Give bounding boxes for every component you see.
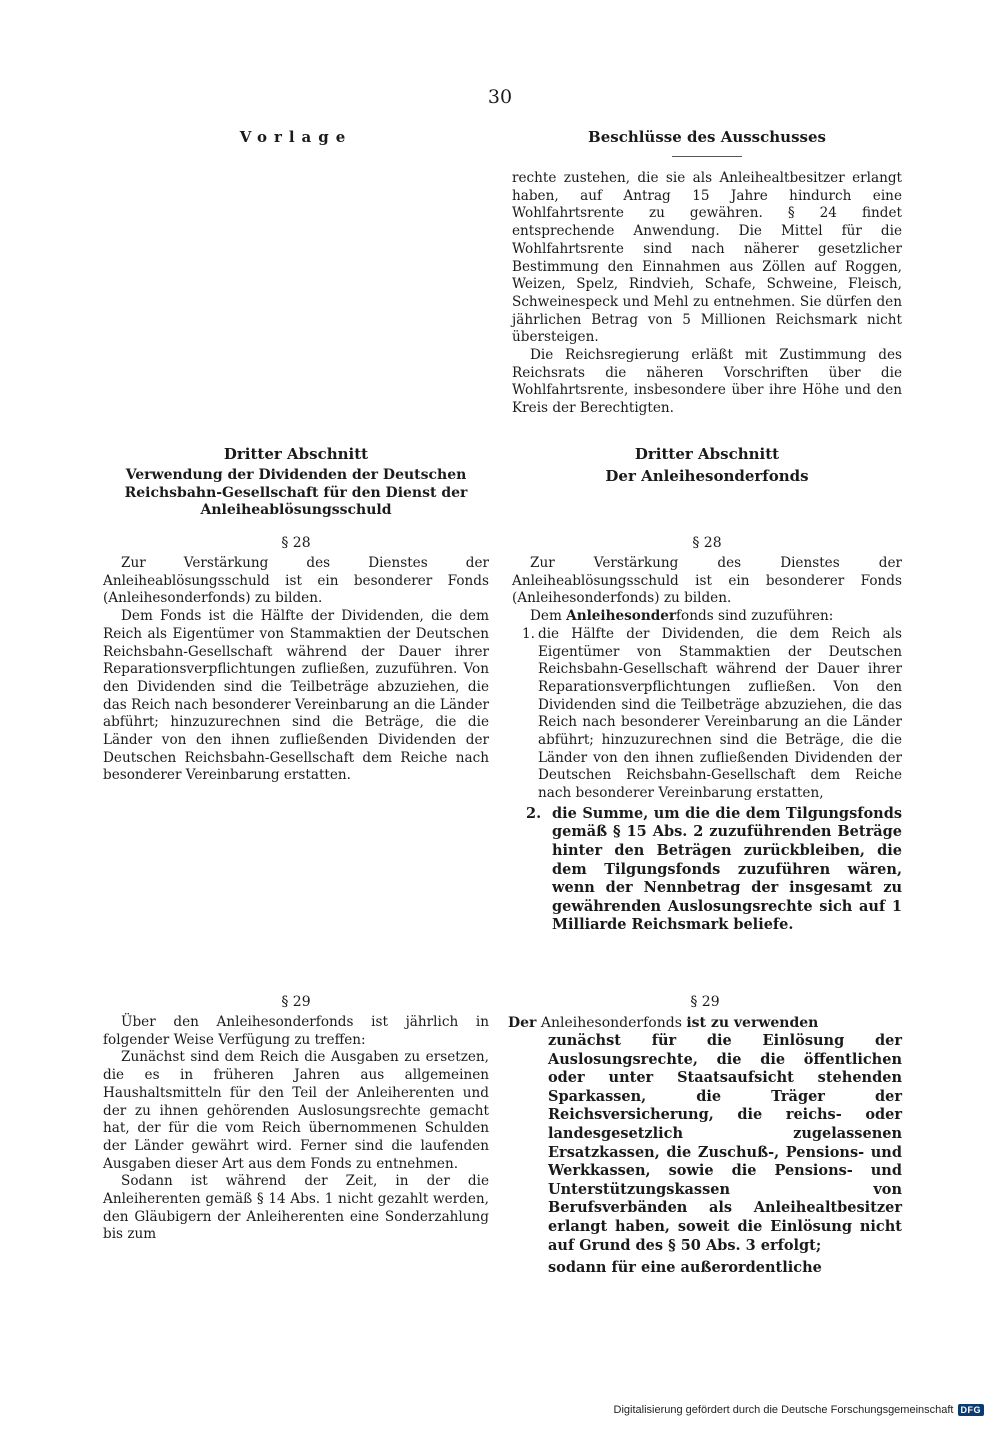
right-column-header: Beschlüsse des Ausschusses [588,128,826,146]
right-continuation-2: Die Reichsregierung erläßt mit Zustimmung des Reichsrats die näheren Vorschriften über die Wohlfahrtsrente, insbesondere über ihre Höhe und den Kreis der Berechtigten. [512,347,902,417]
lead-prefix: Dem [530,608,567,625]
dfg-logo-icon: DFG [958,1404,985,1416]
header-rule [672,156,742,157]
right-section-title: Dritter Abschnitt [634,445,780,463]
list-number: 1. [522,625,535,642]
left-p29-text-2: Zunächst sind dem Reich die Ausgaben zu ersetzen, die es in früheren Jahren aus allgemeinen Haushaltsmitteln für den Teil der Anleiherenten und der zu ihnen gehörenden Auslosungsrechte gemacht hat, der für die vom Reich übernommenen Schulden der Länder gewährt wird. Ferner sind die laufenden Ausgaben dieser Art aus dem Fonds zu entnehmen. [103,1049,489,1172]
list-text: die Summe, um die die dem Tilgungsfonds gemäß § 15 Abs. 2 zuzuführenden Beträge hinter den Beträgen zurückbleiben, die dem Tilgungsfonds zuzuführen wären, wenn der Nennbetrag der insgesamt zu gewährenden Auslosungsrechte sich auf 1 Milliarde Reichsmark beliefe. [552,804,902,934]
left-section-subtitle: Verwendung der Dividenden der Deutschen Reichsbahn-Gesellschaft für den Dienst der Anleiheablösungsschuld [124,467,468,519]
right-p29-clause-2: sodann für eine außerordentliche [548,1259,822,1277]
left-p28-text-1: Zur Verstärkung des Dienstes der Anleiheablösungsschuld ist ein besonderer Fonds (Anleihesonderfonds) zu bilden. [103,555,489,607]
der-word: Der [508,1015,537,1031]
list-text: die Hälfte der Dividenden, die dem Reich als Eigentümer von Stammaktien der Deutschen Reichsbahn-Gesellschaft während der Dauer ihrer Reparationsverpflichtungen zufließen. Von den Dividenden sind die Teilbeträge abzuziehen, die das Reich nach besonderer Vereinbarung an die Länder abführt; hinzuzurechnen sind die Beträge, die die Länder von den ihnen zufließenden Dividenden der Deutschen Reichsbahn-Gesellschaft dem Reiche nach besonderer Vereinbarung erstatten, [538,625,902,802]
right-paragraph-28-number: § 28 [692,535,722,551]
left-p29-text-1: Über den Anleihesonderfonds ist jährlich in folgender Weise Verfügung zu treffen: [103,1014,489,1048]
list-number: 2. [526,804,542,822]
left-column-header: Vorlage [239,128,353,146]
left-paragraph-29-number: § 29 [281,994,311,1010]
right-p28-lead [512,608,902,626]
right-section-subtitle: Der Anleihesonderfonds [605,467,809,485]
lead-bold: Anleihesonder [566,608,677,625]
page-number: 30 [487,86,513,108]
left-p28-text-2: Dem Fonds ist die Hälfte der Dividenden, die dem Reich als Eigentümer von Stammaktien der Deutschen Reichsbahn-Gesellschaft während der Dauer ihrer Reparationsverpflichtungen zufließen, zuzuführen. Von den Dividenden sind die Teilbeträge abzuziehen, die das Reich nach besonderer Vereinbarung an die Länder abführt; hinzuzurechnen sind die Beträge, die die Länder von den ihnen zufließenden Dividenden der Deutschen Reichsbahn-Gesellschaft dem Reiche nach besonderer Vereinbarung erstatten. [103,608,489,784]
der-rest: Anleihesonderfonds [536,1015,687,1031]
der-bold-tail: ist zu verwenden [686,1015,819,1031]
footer [614,1404,984,1416]
left-section-title: Dritter Abschnitt [223,445,369,463]
lead-suffix: fonds sind zuzuführen: [676,608,834,625]
footer-text: Digitalisierung gefördert durch die Deutsche Forschungsgemeinschaft [613,1404,954,1416]
right-p29-clause-1: zunächst für die Einlösung der Auslosungsrechte, die die öffentlichen oder unter Staatsaufsicht stehenden Sparkassen, die Träger der Reichsversicherung, die reichs- oder landesgesetzlich zugelassenen Ersatzkassen, die Zuschuß-, Pensions- und Werkkassen, sowie die Pensions- und Unterstützungskassen von Berufsverbänden als Anleihealtbesitzer erlangt haben, soweit die Einlösung nicht auf Grund des § 50 Abs. 3 erfolgt; [548,1032,902,1254]
left-paragraph-28-number: § 28 [281,535,311,551]
right-p28-intro: Zur Verstärkung des Dienstes der Anleiheablösungsschuld ist ein besonderer Fonds (Anleihesonderfonds) zu bilden. [512,555,902,607]
right-p28-item-1 [512,626,902,803]
right-continuation-1: rechte zustehen, die sie als Anleihealtbesitzer erlangt haben, auf Antrag 15 Jahre hindurch eine Wohlfahrtsrente zu gewähren. § 24 findet entsprechende Anwendung. Die Mittel für die Wohlfahrtsrente sind nach näherer gesetzlicher Bestimmung den Einnahmen aus Zöllen auf Roggen, Weizen, Spelz, Rindvieh, Schafe, Schweine, Fleisch, Schweinespeck und Mehl zu entnehmen. Sie dürfen den jährlichen Betrag von 5 Millionen Reichsmark nicht übersteigen. [512,170,902,346]
left-p29-text-3: Sodann ist während der Zeit, in der die Anleiherenten gemäß § 14 Abs. 1 nicht gezahlt werden, den Gläubigern der Anleiherenten eine Sonderzahlung bis zum [103,1173,489,1243]
right-p29-der-line [508,1014,902,1032]
right-paragraph-29-number: § 29 [690,994,720,1010]
right-p28-item-2 [512,805,902,935]
